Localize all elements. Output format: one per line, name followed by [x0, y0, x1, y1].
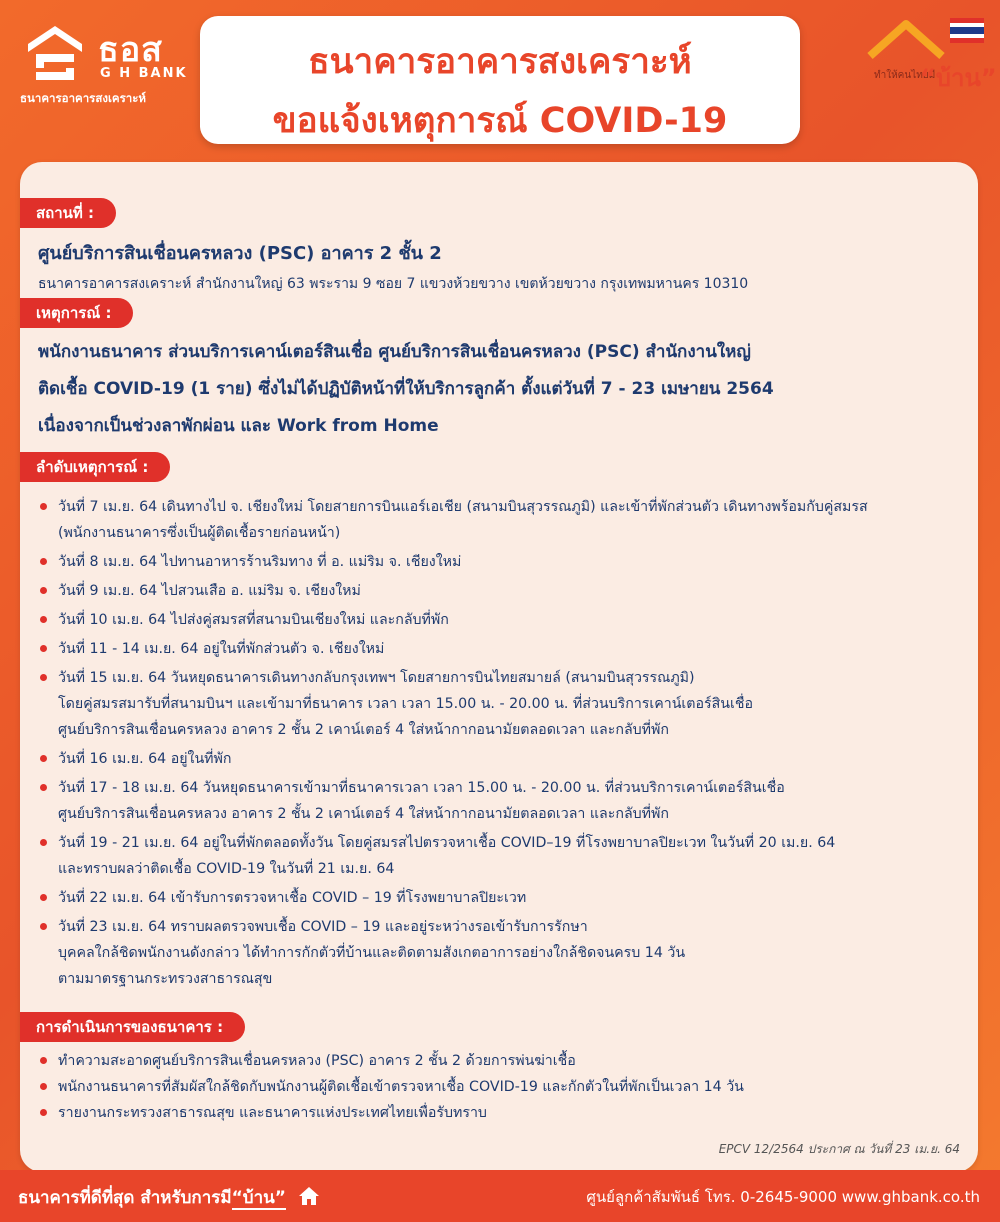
actions-label: การดำเนินการของธนาคาร : [20, 1012, 245, 1042]
location-section [38, 238, 960, 295]
home-icon [298, 1186, 320, 1206]
timeline-item-line: บุคคลใกล้ชิดพนักงานดังกล่าว ได้ทำการกักตัวที่บ้านและติดตามสังเกตอาการอย่างใกล้ชิดจนครบ 14 วัน [58, 945, 686, 961]
event-section [38, 334, 960, 445]
action-item: ทำความสะอาดศูนย์บริการสินเชื่อนครหลวง (PSC) อาคาร 2 ชั้น 2 ด้วยการพ่นฆ่าเชื้อ [38, 1048, 960, 1074]
timeline-item-line: วันที่ 22 เม.ย. 64 เข้ารับการตรวจหาเชื้อ COVID – 19 ที่โรงพยาบาลปิยะเวท [58, 890, 527, 906]
timeline-item-line: วันที่ 11 - 14 เม.ย. 64 อยู่ในที่พักส่วนตัว จ. เชียงใหม่ [58, 641, 385, 657]
timeline-item [38, 607, 960, 633]
timeline-item-line: วันที่ 10 เม.ย. 64 ไปส่งคู่สมรสที่สนามบินเชียงใหม่ และกลับที่พัก [58, 612, 449, 628]
footer-slogan-ban: “บ้าน” [231, 1188, 286, 1208]
event-line: ติดเชื้อ COVID-19 (1 ราย) ซึ่งไม่ได้ปฏิบัติหน้าที่ให้บริการลูกค้า ตั้งแต่วันที่ 7 - 23 เมษายน 2564 [38, 379, 774, 399]
timeline-item-line: วันที่ 8 เม.ย. 64 ไปทานอาหารร้านริมทาง ที่ อ. แม่ริม จ. เชียงใหม่ [58, 554, 462, 570]
timeline-item-line: ศูนย์บริการสินเชื่อนครหลวง อาคาร 2 ชั้น 2 เคาน์เตอร์ 4 ใส่หน้ากากอนามัยตลอดเวลา และกลับที่พัก [58, 806, 669, 822]
timeline-item-line: วันที่ 7 เม.ย. 64 เดินทางไป จ. เชียงใหม่ โดยสายการบินแอร์เอเชีย (สนามบินสุวรรณภูมิ) และเข้าที่พักส่วนตัว เดินทางพร้อมกับคู่สมรส [58, 499, 868, 515]
announcement-card [20, 162, 978, 1172]
timeline-item [38, 885, 960, 911]
footer-slogan-text: ธนาคารที่ดีที่สุด สำหรับการมี [18, 1188, 232, 1208]
logo-thai-text: ธอส [98, 30, 163, 70]
timeline-item-line: วันที่ 17 - 18 เม.ย. 64 วันหยุดธนาคารเข้ามาที่ธนาคารเวลา เวลา 15.00 น. - 20.00 น. ที่ส่วนบริการเคาน์เตอร์สินเชื่อ [58, 780, 785, 796]
timeline-item-line: วันที่ 19 - 21 เม.ย. 64 อยู่ในที่พักตลอดทั้งวัน โดยคู่สมรสไปตรวจหาเชื้อ COVID–19 ที่โรงพยาบาลปิยะเวท ในวันที่ 20 เม.ย. 64 [58, 835, 836, 851]
timeline-item-line: วันที่ 15 เม.ย. 64 วันหยุดธนาคารเดินทางกลับกรุงเทพฯ โดยสายการบินไทยสมายล์ (สนามบินสุวรรณภูมิ) [58, 670, 695, 686]
footer-bar [0, 1170, 1000, 1222]
timeline-item [38, 494, 960, 546]
timeline-item [38, 746, 960, 772]
timeline-item-line: (พนักงานธนาคารซึ่งเป็นผู้ติดเชื้อรายก่อนหน้า) [58, 525, 341, 541]
timeline-item-line: โดยคู่สมรสมารับที่สนามบินฯ และเข้ามาที่ธนาคาร เวลา เวลา 15.00 น. - 20.00 น. ที่ส่วนบริการเคาน์เตอร์สินเชื่อ [58, 696, 753, 712]
timeline-item-line: ศูนย์บริการสินเชื่อนครหลวง อาคาร 2 ชั้น 2 เคาน์เตอร์ 4 ใส่หน้ากากอนามัยตลอดเวลา และกลับที่พัก [58, 722, 669, 738]
footer-contact[interactable]: ศูนย์ลูกค้าสัมพันธ์ โทร. 0-2645-9000 www.ghbank.co.th [586, 1188, 980, 1206]
event-line: เนื่องจากเป็นช่วงลาพักผ่อน และ Work from Home [38, 416, 439, 436]
page-title: ธนาคารอาคารสงเคราะห์ [308, 42, 692, 82]
header [0, 0, 1000, 165]
timeline-list [38, 494, 960, 995]
timeline-item [38, 830, 960, 882]
timeline-item-line: วันที่ 23 เม.ย. 64 ทราบผลตรวจพบเชื้อ COVID – 19 และอยู่ระหว่างรอเข้ารับการรักษา [58, 919, 588, 935]
ghbank-logo[interactable] [20, 22, 190, 132]
logo-bank-name: ธนาคารอาคารสงเคราะห์ [20, 91, 147, 105]
campaign-tagline: ทำให้คนไทยมี [874, 70, 936, 81]
title-banner [200, 16, 800, 144]
timeline-label: ลำดับเหตุการณ์ : [20, 452, 170, 482]
timeline-item [38, 578, 960, 604]
footer-slogan [18, 1184, 320, 1211]
campaign-logo [860, 12, 997, 122]
announcement-reference: EPCV 12/2564 ประกาศ ณ วันที่ 23 เม.ย. 64 [718, 1142, 960, 1156]
timeline-item-line: วันที่ 16 เม.ย. 64 อยู่ในที่พัก [58, 751, 232, 767]
ghbank-house-logo-icon [24, 22, 86, 84]
location-label: สถานที่ : [20, 198, 116, 228]
timeline-item [38, 549, 960, 575]
action-item: รายงานกระทรวงสาธารณสุข และธนาคารแห่งประเทศไทยเพื่อรับทราบ [38, 1100, 960, 1126]
actions-list [38, 1048, 960, 1126]
timeline-item [38, 914, 960, 992]
logo-english-text: G H BANK [100, 66, 188, 81]
event-line: พนักงานธนาคาร ส่วนบริการเคาน์เตอร์สินเชื่อ ศูนย์บริการสินเชื่อนครหลวง (PSC) สำนักงานใหญ่ [38, 342, 751, 362]
timeline-item-line: ตามมาตรฐานกระทรวงสาธารณสุข [58, 971, 273, 987]
location-address: ธนาคารอาคารสงเคราะห์ สำนักงานใหญ่ 63 พระราม 9 ซอย 7 แขวงห้วยขวาง เขตห้วยขวาง กรุงเทพมหานคร 10310 [38, 276, 749, 292]
timeline-item-line: และทราบผลว่าติดเชื้อ COVID-19 ในวันที่ 21 เม.ย. 64 [58, 861, 395, 877]
location-name: ศูนย์บริการสินเชื่อนครหลวง (PSC) อาคาร 2 ชั้น 2 [38, 243, 442, 264]
event-label: เหตุการณ์ : [20, 298, 133, 328]
action-item: พนักงานธนาคารที่สัมผัสใกล้ชิดกับพนักงานผู้ติดเชื้อเข้าตรวจหาเชื้อ COVID-19 และกักตัวในที่พักเป็นเวลา 14 วัน [38, 1074, 960, 1100]
timeline-item [38, 775, 960, 827]
timeline-item [38, 636, 960, 662]
timeline-item [38, 665, 960, 743]
page-subtitle: ขอแจ้งเหตุการณ์ COVID-19 [272, 101, 728, 141]
campaign-ban-word: “บ้าน” [920, 64, 997, 92]
timeline-item-line: วันที่ 9 เม.ย. 64 ไปสวนเสือ อ. แม่ริม จ. เชียงใหม่ [58, 583, 361, 599]
